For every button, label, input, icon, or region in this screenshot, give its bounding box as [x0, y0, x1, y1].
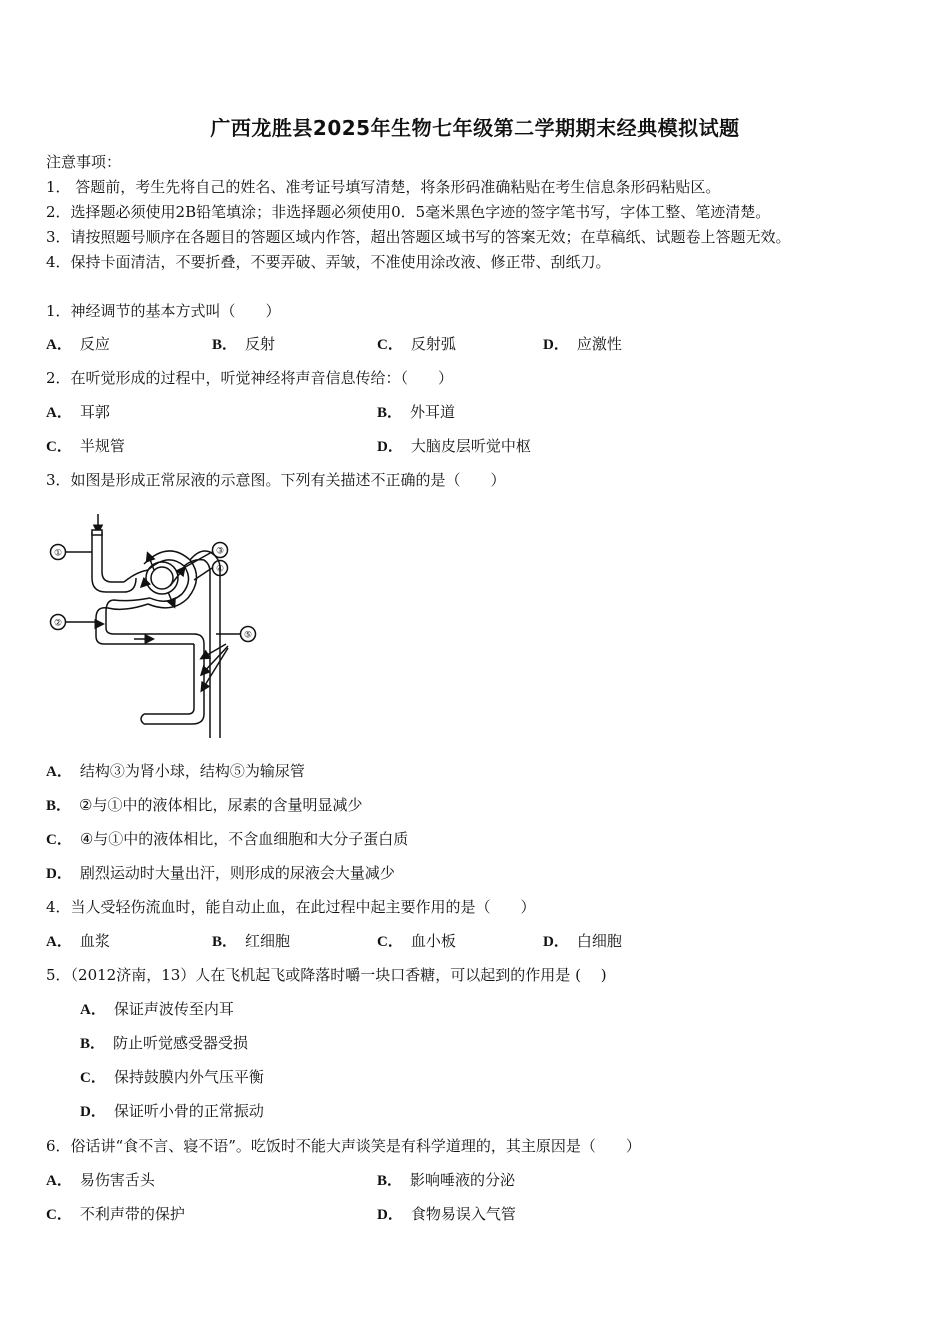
notice-item: 2．选择题必须使用2B铅笔填涂；非选择题必须使用0．5毫米黑色字迹的签字笔书写，字体工整、笔迹清楚。 — [46, 203, 771, 221]
option-d[interactable] — [543, 931, 622, 952]
option-letter: D． — [543, 934, 569, 950]
question-stem: 4．当人受轻伤流血时，能自动止血，在此过程中起主要作用的是（ ） — [46, 898, 536, 916]
option-letter: C． — [377, 934, 403, 950]
option-text: 红细胞 — [245, 932, 291, 950]
option-b[interactable] — [46, 795, 362, 816]
option-text: 易伤害舌头 — [79, 1171, 155, 1189]
nephron-diagram — [44, 508, 264, 748]
option-d[interactable] — [543, 334, 622, 355]
afferent-arteriole — [92, 532, 136, 592]
option-a[interactable] — [46, 334, 110, 355]
question-stem: 5．（2012济南，13）人在飞机起飞或降落时嚼一块口香糖，可以起到的作用是 ( ) — [46, 966, 607, 984]
option-letter: C． — [46, 1207, 72, 1223]
question-stem: 3．如图是形成正常尿液的示意图。下列有关描述不正确的是（ ） — [46, 471, 506, 489]
option-c[interactable] — [46, 436, 125, 457]
option-letter: C． — [46, 832, 72, 848]
notice-heading: 注意事项： — [46, 153, 122, 171]
option-text: 半规管 — [79, 437, 125, 455]
option-letter: D． — [377, 1207, 403, 1223]
option-c[interactable] — [80, 1067, 264, 1088]
option-letter: D． — [80, 1104, 106, 1120]
option-letter: C． — [46, 439, 72, 455]
option-d[interactable] — [46, 863, 395, 884]
notice-item: 3．请按照题号顺序在各题目的答题区域内作答，超出答题区域书写的答案无效；在草稿纸、试题卷上答题无效。 — [46, 228, 791, 246]
option-c[interactable] — [377, 334, 456, 355]
option-letter: C． — [80, 1070, 106, 1086]
option-text: ④与①中的液体相比，不含血细胞和大分子蛋白质 — [79, 830, 409, 848]
option-c[interactable] — [377, 931, 456, 952]
option-text: 反应 — [79, 335, 110, 353]
page-title: 广西龙胜县2025年生物七年级第二学期期末经典模拟试题 — [210, 116, 740, 140]
option-text: 耳郭 — [79, 403, 110, 421]
option-c[interactable] — [46, 1204, 185, 1225]
option-text: 外耳道 — [410, 403, 456, 421]
label-3: ③ — [215, 546, 225, 557]
option-letter: A． — [46, 764, 72, 780]
option-d[interactable] — [377, 436, 531, 457]
option-text: 反射 — [245, 335, 276, 353]
option-b[interactable] — [377, 1170, 515, 1191]
capillary — [144, 644, 194, 714]
option-text: ②与①中的液体相比，尿素的含量明显减少 — [79, 796, 363, 814]
afferent-arteriole — [102, 532, 124, 582]
question-stem: 6．俗话讲“食不言、寝不语”。吃饭时不能大声谈笑是有科学道理的，其主原因是（ ） — [46, 1137, 641, 1155]
option-text: 防止听觉感受器受损 — [113, 1034, 249, 1052]
option-a[interactable] — [46, 761, 305, 782]
option-letter: D． — [377, 439, 403, 455]
option-text: 应激性 — [576, 335, 622, 353]
option-c[interactable] — [46, 829, 408, 850]
option-text: 反射弧 — [410, 335, 456, 353]
option-letter: B． — [46, 798, 72, 814]
option-b[interactable] — [377, 402, 455, 423]
label-4: ④ — [215, 564, 225, 575]
option-text: 剧烈运动时大量出汗，则形成的尿液会大量减少 — [79, 864, 395, 882]
option-d[interactable] — [377, 1204, 516, 1225]
option-text: 大脑皮层听觉中枢 — [410, 437, 531, 455]
option-a[interactable] — [46, 1170, 155, 1191]
option-letter: D． — [46, 866, 72, 882]
option-letter: B． — [212, 337, 238, 353]
option-text: 结构③为肾小球，结构⑤为输尿管 — [79, 762, 305, 780]
label-5: ⑤ — [243, 630, 253, 641]
option-b[interactable] — [212, 931, 290, 952]
question-stem: 2．在听觉形成的过程中，听觉神经将声音信息传给：（ ） — [46, 369, 454, 387]
option-letter: D． — [543, 337, 569, 353]
option-a[interactable] — [46, 402, 110, 423]
renal-capsule — [148, 560, 189, 601]
option-b[interactable] — [212, 334, 275, 355]
option-a[interactable] — [80, 999, 234, 1020]
option-text: 影响唾液的分泌 — [410, 1171, 516, 1189]
option-text: 保证听小骨的正常振动 — [113, 1102, 264, 1120]
option-letter: C． — [377, 337, 403, 353]
option-text: 保证声波传至内耳 — [113, 1000, 234, 1018]
option-a[interactable] — [46, 931, 110, 952]
label-1: ① — [53, 548, 63, 559]
notice-item: 4．保持卡面清洁，不要折叠，不要弄破、弄皱，不准使用涂改液、修正带、刮纸刀。 — [46, 253, 611, 271]
capillary — [144, 634, 204, 724]
option-letter: A． — [46, 934, 72, 950]
option-letter: B． — [212, 934, 238, 950]
option-letter: B． — [80, 1036, 106, 1052]
option-text: 血小板 — [410, 932, 456, 950]
option-letter: A． — [46, 1173, 72, 1189]
option-text: 不利声带的保护 — [79, 1205, 185, 1223]
option-letter: A． — [80, 1002, 106, 1018]
option-letter: B． — [377, 405, 403, 421]
option-text: 白细胞 — [576, 932, 622, 950]
capillary-end — [141, 714, 144, 724]
option-text: 保持鼓膜内外气压平衡 — [113, 1068, 264, 1086]
option-text: 食物易误入气管 — [410, 1205, 516, 1223]
option-letter: B． — [377, 1173, 403, 1189]
option-text: 血浆 — [79, 932, 110, 950]
efferent-arteriole — [96, 604, 194, 644]
option-b[interactable] — [80, 1033, 248, 1054]
option-letter: A． — [46, 405, 72, 421]
label-2: ② — [53, 618, 63, 629]
option-d[interactable] — [80, 1101, 264, 1122]
notice-item: 1． 答题前，考生先将自己的姓名、准考证号填写清楚，将条形码准确粘贴在考生信息条形码粘贴区。 — [46, 178, 721, 196]
question-stem: 1．神经调节的基本方式叫（ ） — [46, 302, 281, 320]
option-letter: A． — [46, 337, 72, 353]
